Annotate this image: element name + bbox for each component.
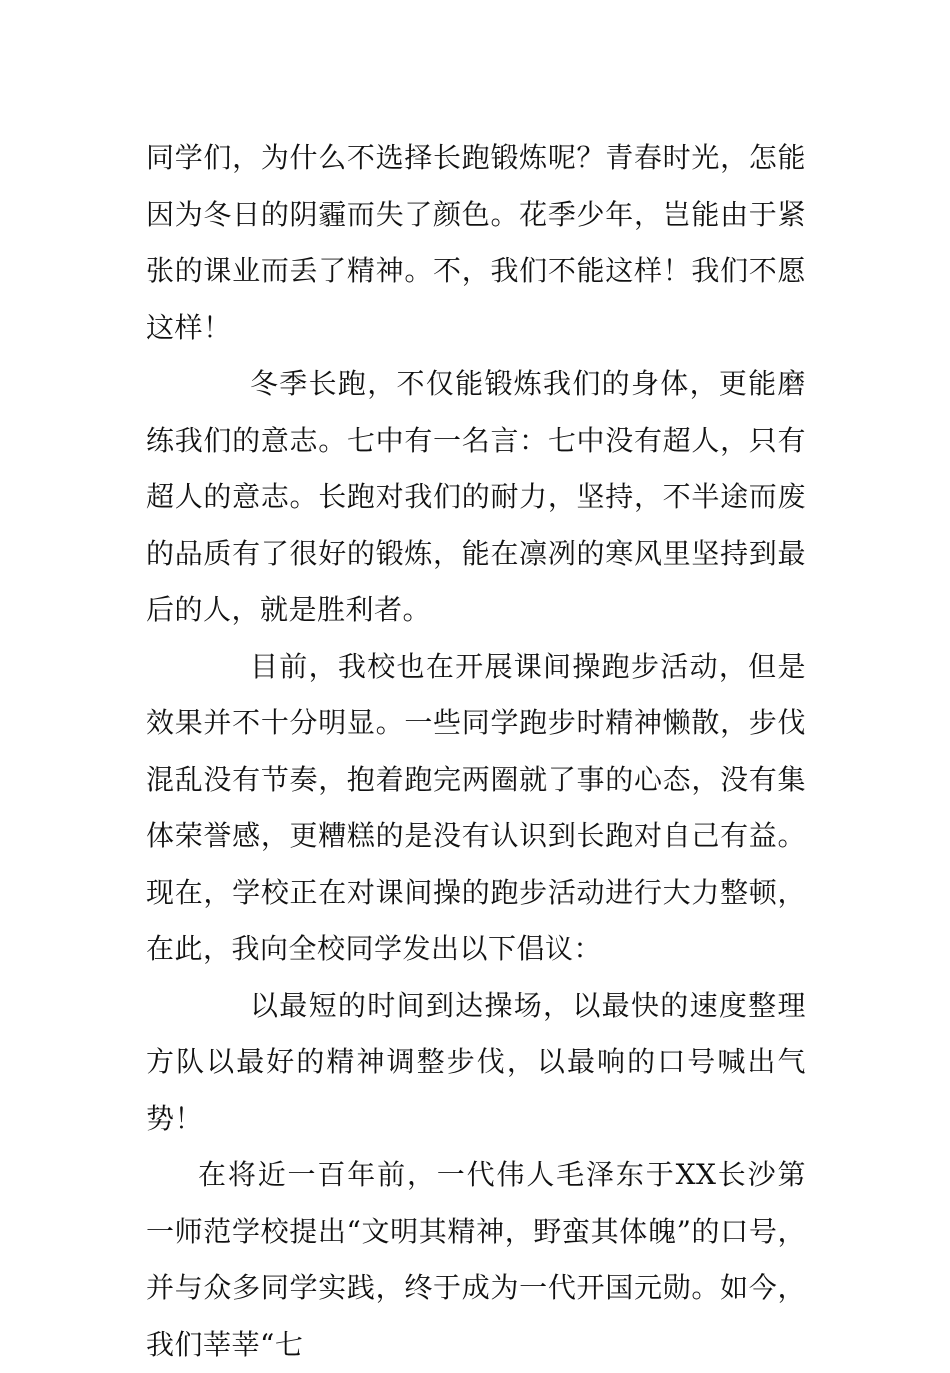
document-body xyxy=(146,130,806,1373)
paragraph-4: 以最短的时间到达操场，以最快的速度整理方队以最好的精神调整步伐，以最响的口号喊出气势！ xyxy=(146,988,806,1135)
paragraph-3: 目前，我校也在开展课间操跑步活动，但是效果并不十分明显。一些同学跑步时精神懒散，步伐混乱没有节奏，抱着跑完两圈就了事的心态，没有集体荣誉感，更糟糕的是没有认识到长跑对自己有益。现在，学校正在对课间操的跑步活动进行大力整顿，在此，我向全校同学发出以下倡议： xyxy=(146,649,806,965)
paragraph-5: 在将近一百年前，一代伟人毛泽东于XX长沙第一师范学校提出“文明其精神，野蛮其体魄”的口号，并与众多同学实践，终于成为一代开国元勋。如今，我们莘莘“七 xyxy=(146,1158,806,1361)
paragraph-2: 冬季长跑，不仅能锻炼我们的身体，更能磨练我们的意志。七中有一名言：七中没有超人，只有超人的意志。长跑对我们的耐力，坚持，不半途而废的品质有了很好的锻炼，能在凛冽的寒风里坚持到最后的人，就是胜利者。 xyxy=(146,367,806,626)
paragraph-1: 同学们，为什么不选择长跑锻炼呢？青春时光，怎能因为冬日的阴霾而失了颜色。花季少年，岂能由于紧张的课业而丢了精神。不，我们不能这样！我们不愿这样！ xyxy=(146,141,806,344)
